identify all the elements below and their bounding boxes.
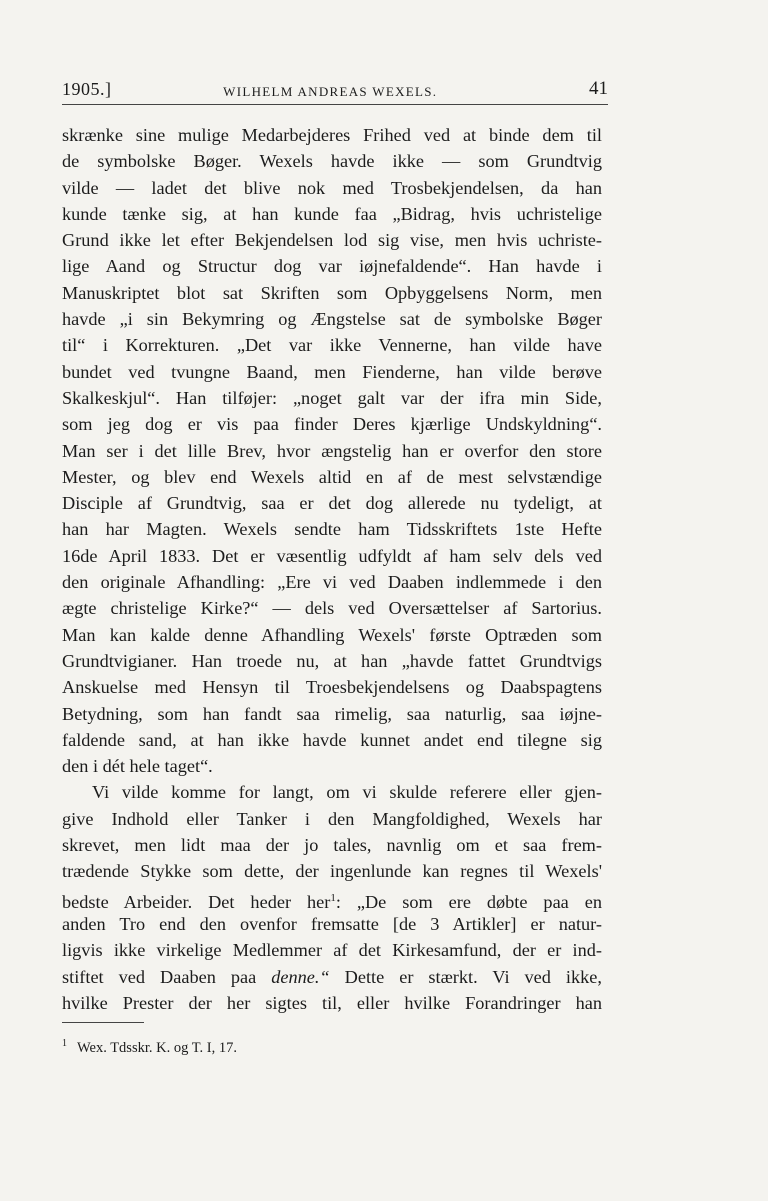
- text-line: skrevet, men lidt maa der jo tales, navnlig om et saa frem-: [62, 835, 602, 856]
- text-line: han har Magten. Wexels sendte ham Tidsskriftets 1ste Hefte: [62, 519, 602, 540]
- text-line: anden Tro end den ovenfor fremsatte [de 3 Artikler] er natur-: [62, 913, 602, 934]
- text-line: skrænke sine mulige Medarbejderes Frihed ved at binde dem til: [62, 125, 602, 145]
- text-line: 16de April 1833. Det er væsentlig udfyldt af ham selv dels ved: [62, 545, 602, 566]
- emphasized-text: denne.“: [271, 966, 330, 987]
- text-line: lige Aand og Structur dog var iøjnefaldende“. Han havde i: [62, 256, 602, 277]
- text-line: ligvis ikke virkelige Medlemmer af det Kirkesamfund, der er ind-: [62, 940, 602, 961]
- text-line: kunde tænke sig, at han kunde faa „Bidrag, hvis uchristelige: [62, 203, 602, 224]
- text-line: faldende sand, at han ikke havde kunnet andet end tilegne sig: [62, 729, 602, 750]
- text-line: trædende Stykke som dette, der ingenlunde kan regnes til Wexels': [62, 861, 602, 882]
- running-head: [62, 72, 608, 105]
- text-line: havde „i sin Bekymring og Ængstelse sat de symbolske Bøger: [62, 309, 602, 330]
- text-line: Mester, og blev end Wexels altid en af de mest selvstændige: [62, 466, 602, 487]
- page-number: 41: [589, 78, 608, 99]
- header-title: WILHELM ANDREAS WEXELS.: [223, 84, 438, 99]
- body-text: [62, 122, 602, 1016]
- text-line: som jeg dog er vis paa finder Deres kjærlige Undskyldning“.: [62, 414, 602, 435]
- text-segment: bedste Arbeider. Det heder her: [62, 891, 331, 912]
- header-year: 1905.]: [62, 79, 112, 99]
- text-line: den i dét hele taget“.: [62, 756, 213, 777]
- text-line: [62, 964, 602, 990]
- text-line: Disciple af Grundtvig, saa er det dog allerede nu tydeligt, at: [62, 493, 602, 514]
- text-line: bundet ved tvungne Baand, men Fienderne, han vilde berøve: [62, 361, 602, 382]
- text-line: Manuskriptet blot sat Skriften som Opbyggelsens Norm, men: [62, 282, 602, 303]
- text-line: Betydning, som han fandt saa rimelig, saa naturlig, saa iøjne-: [62, 703, 602, 724]
- text-segment: stiftet ved Daaben paa: [62, 966, 272, 987]
- footnote-reference[interactable]: 1: [330, 891, 336, 904]
- text-line: den originale Afhandling: „Ere vi ved Daaben indlemmede i den: [62, 572, 602, 593]
- text-line: [62, 885, 602, 911]
- text-line: Man ser i det lille Brev, hvor ængstelig han er overfor den store: [62, 440, 602, 461]
- text-line: de symbolske Bøger. Wexels havde ikke — som Grundtvig: [62, 151, 602, 172]
- footnote: [62, 1035, 237, 1057]
- text-line: Grund ikke let efter Bekjendelsen lod sig vise, men hvis uchriste-: [62, 230, 602, 251]
- text-line: hvilke Prester der her sigtes til, eller hvilke Forandringer han: [62, 992, 602, 1013]
- text-line: til“ i Korrekturen. „Det var ikke Vennerne, han vilde have: [62, 335, 602, 356]
- footnote-divider: [62, 1022, 144, 1023]
- text-segment: : „De som ere døbte paa en: [335, 891, 602, 912]
- text-line: give Indhold eller Tanker i den Mangfoldighed, Wexels har: [62, 808, 602, 829]
- footnote-text: Wex. Tdsskr. K. og T. I, 17.: [77, 1039, 237, 1056]
- text-line: Anskuelse med Hensyn til Troesbekjendelsens og Daabspagtens: [62, 677, 602, 698]
- text-line: Grundtvigianer. Han troede nu, at han „havde fattet Grundtvigs: [62, 650, 602, 671]
- text-line: vilde — ladet det blive nok med Trosbekjendelsen, da han: [62, 177, 602, 198]
- text-line: Man kan kalde denne Afhandling Wexels' første Optræden som: [62, 624, 602, 645]
- text-segment: Dette er stærkt. Vi ved ikke,: [329, 966, 602, 987]
- text-line: Vi vilde komme for langt, om vi skulde referere eller gjen-: [92, 782, 602, 803]
- text-line: ægte christelige Kirke?“ — dels ved Oversættelser af Sartorius.: [62, 598, 602, 619]
- text-line: Skalkeskjul“. Han tilføjer: „noget galt var der ifra min Side,: [62, 387, 602, 408]
- footnote-marker: 1: [62, 1038, 67, 1049]
